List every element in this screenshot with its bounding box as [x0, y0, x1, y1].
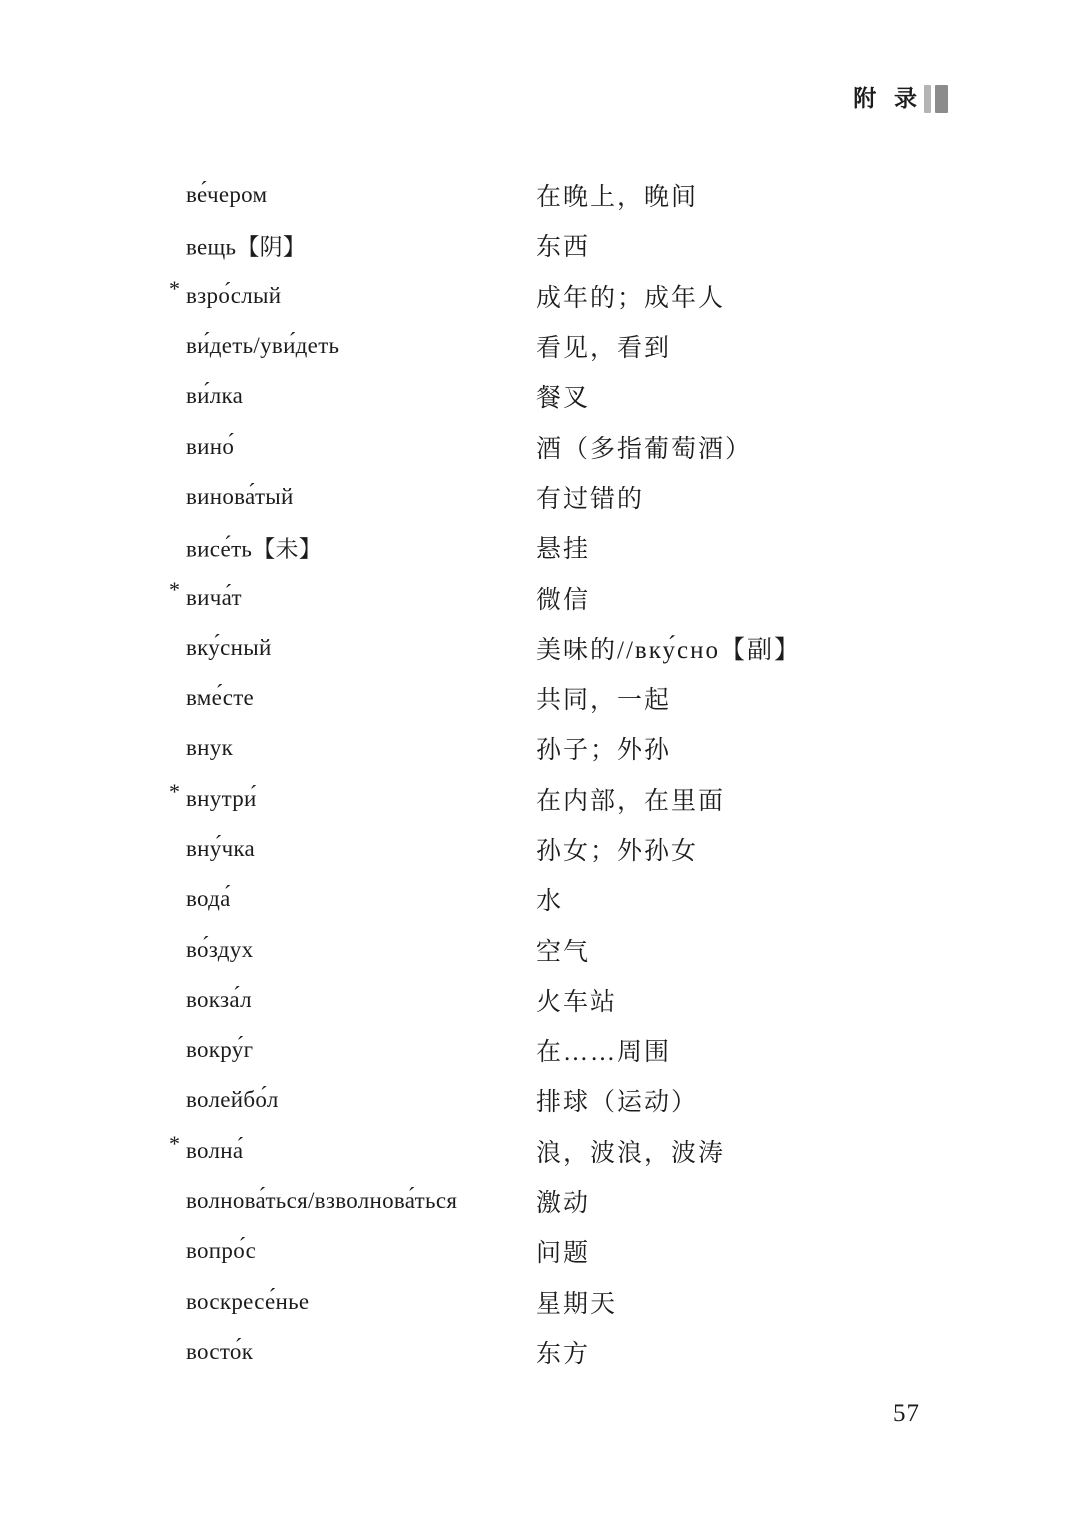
glossary-row: [0, 975, 1087, 1025]
glossary-row: [0, 623, 1087, 673]
glossary-row: [0, 874, 1087, 924]
glossary-row: [0, 824, 1087, 874]
chinese-translation: 看见，看到: [536, 335, 672, 363]
glossary-row: [0, 1126, 1087, 1176]
glossary-row: [0, 371, 1087, 421]
russian-term: восто́к: [186, 1338, 254, 1364]
russian-term: вича́т: [186, 584, 242, 610]
star-marker: *: [169, 1130, 180, 1156]
russian-term: вокру́г: [186, 1037, 254, 1063]
chinese-translation: 空气: [536, 938, 591, 966]
chinese-translation: 孙女；外孙女: [536, 838, 699, 865]
russian-term: внутри́: [186, 785, 257, 811]
chinese-translation: 有过错的: [536, 485, 645, 513]
glossary-row: [0, 774, 1087, 824]
glossary-row: [0, 673, 1087, 723]
chinese-translation: 激动: [536, 1190, 591, 1218]
star-marker: *: [169, 577, 180, 603]
russian-term: волнова́ться/взволнова́ться: [186, 1188, 458, 1214]
glossary-row: [0, 472, 1087, 522]
russian-term: волна́: [186, 1137, 244, 1163]
russian-term: во́здух: [186, 936, 254, 962]
chinese-translation: 酒（多指葡萄酒）: [536, 435, 753, 463]
russian-term: вокза́л: [186, 986, 252, 1012]
chinese-translation: 东方: [536, 1340, 591, 1368]
chinese-translation: 美味的//вку́сно【副】: [536, 636, 801, 664]
chinese-translation: 孙子；外孙: [536, 737, 672, 765]
star-marker: *: [169, 778, 180, 804]
glossary-row: [0, 1075, 1087, 1125]
appendix-title: 附 录: [853, 86, 918, 111]
chinese-translation: 共同，一起: [536, 687, 672, 715]
page-number: 57: [893, 1400, 920, 1427]
chinese-translation: 餐叉: [536, 385, 591, 413]
russian-term: вну́чка: [186, 836, 256, 861]
glossary-list: [0, 170, 1087, 1377]
chinese-translation: 问题: [536, 1240, 591, 1268]
glossary-row: [0, 321, 1087, 371]
glossary-row: [0, 1226, 1087, 1276]
glossary-row: [0, 1327, 1087, 1377]
russian-term: вопро́с: [186, 1238, 257, 1264]
russian-term: винова́тый: [186, 483, 294, 509]
russian-term: внук: [186, 735, 234, 761]
glossary-row: [0, 271, 1087, 321]
russian-term: вино́: [186, 433, 235, 459]
russian-term: воскресе́нье: [186, 1288, 310, 1314]
glossary-row: [0, 522, 1087, 572]
glossary-row: [0, 1176, 1087, 1226]
russian-term: волейбо́л: [186, 1087, 279, 1113]
chinese-translation: 星期天: [536, 1290, 618, 1318]
glossary-row: [0, 1025, 1087, 1075]
russian-term: ви́лка: [186, 383, 244, 409]
russian-term: вку́сный: [186, 634, 272, 660]
chinese-translation: 水: [536, 888, 564, 916]
glossary-row: [0, 924, 1087, 974]
chinese-translation: 成年的；成年人: [536, 284, 726, 312]
chinese-translation: 微信: [536, 586, 591, 614]
chinese-translation: 在内部，在里面: [536, 787, 726, 815]
russian-term: взро́слый: [186, 282, 282, 308]
russian-term: ви́деть/уви́деть: [186, 333, 340, 359]
glossary-row: [0, 170, 1087, 220]
chinese-translation: 排球（运动）: [536, 1089, 699, 1117]
header-bar-dark: [935, 85, 948, 113]
russian-term: вме́сте: [186, 685, 255, 711]
chinese-translation: 悬挂: [536, 536, 591, 564]
russian-term: висе́ть【未】: [186, 536, 323, 562]
chinese-translation: 在……周围: [536, 1039, 672, 1067]
chinese-translation: 火车站: [536, 988, 618, 1016]
russian-term: вода́: [186, 886, 231, 912]
russian-term: вещь【阴】: [186, 234, 307, 260]
header-bar-light: [924, 85, 931, 113]
chinese-translation: 在晚上，晚间: [536, 184, 699, 212]
glossary-row: [0, 421, 1087, 471]
glossary-row: [0, 572, 1087, 622]
star-marker: *: [169, 275, 180, 301]
page-footer: [893, 1400, 920, 1428]
glossary-row: [0, 1277, 1087, 1327]
page-header: [853, 85, 948, 113]
header-decoration-bars: [924, 85, 948, 113]
glossary-row: [0, 220, 1087, 270]
chinese-translation: 东西: [536, 234, 591, 262]
chinese-translation: 浪，波浪，波涛: [536, 1139, 726, 1167]
russian-term: ве́чером: [186, 182, 268, 208]
glossary-row: [0, 723, 1087, 773]
